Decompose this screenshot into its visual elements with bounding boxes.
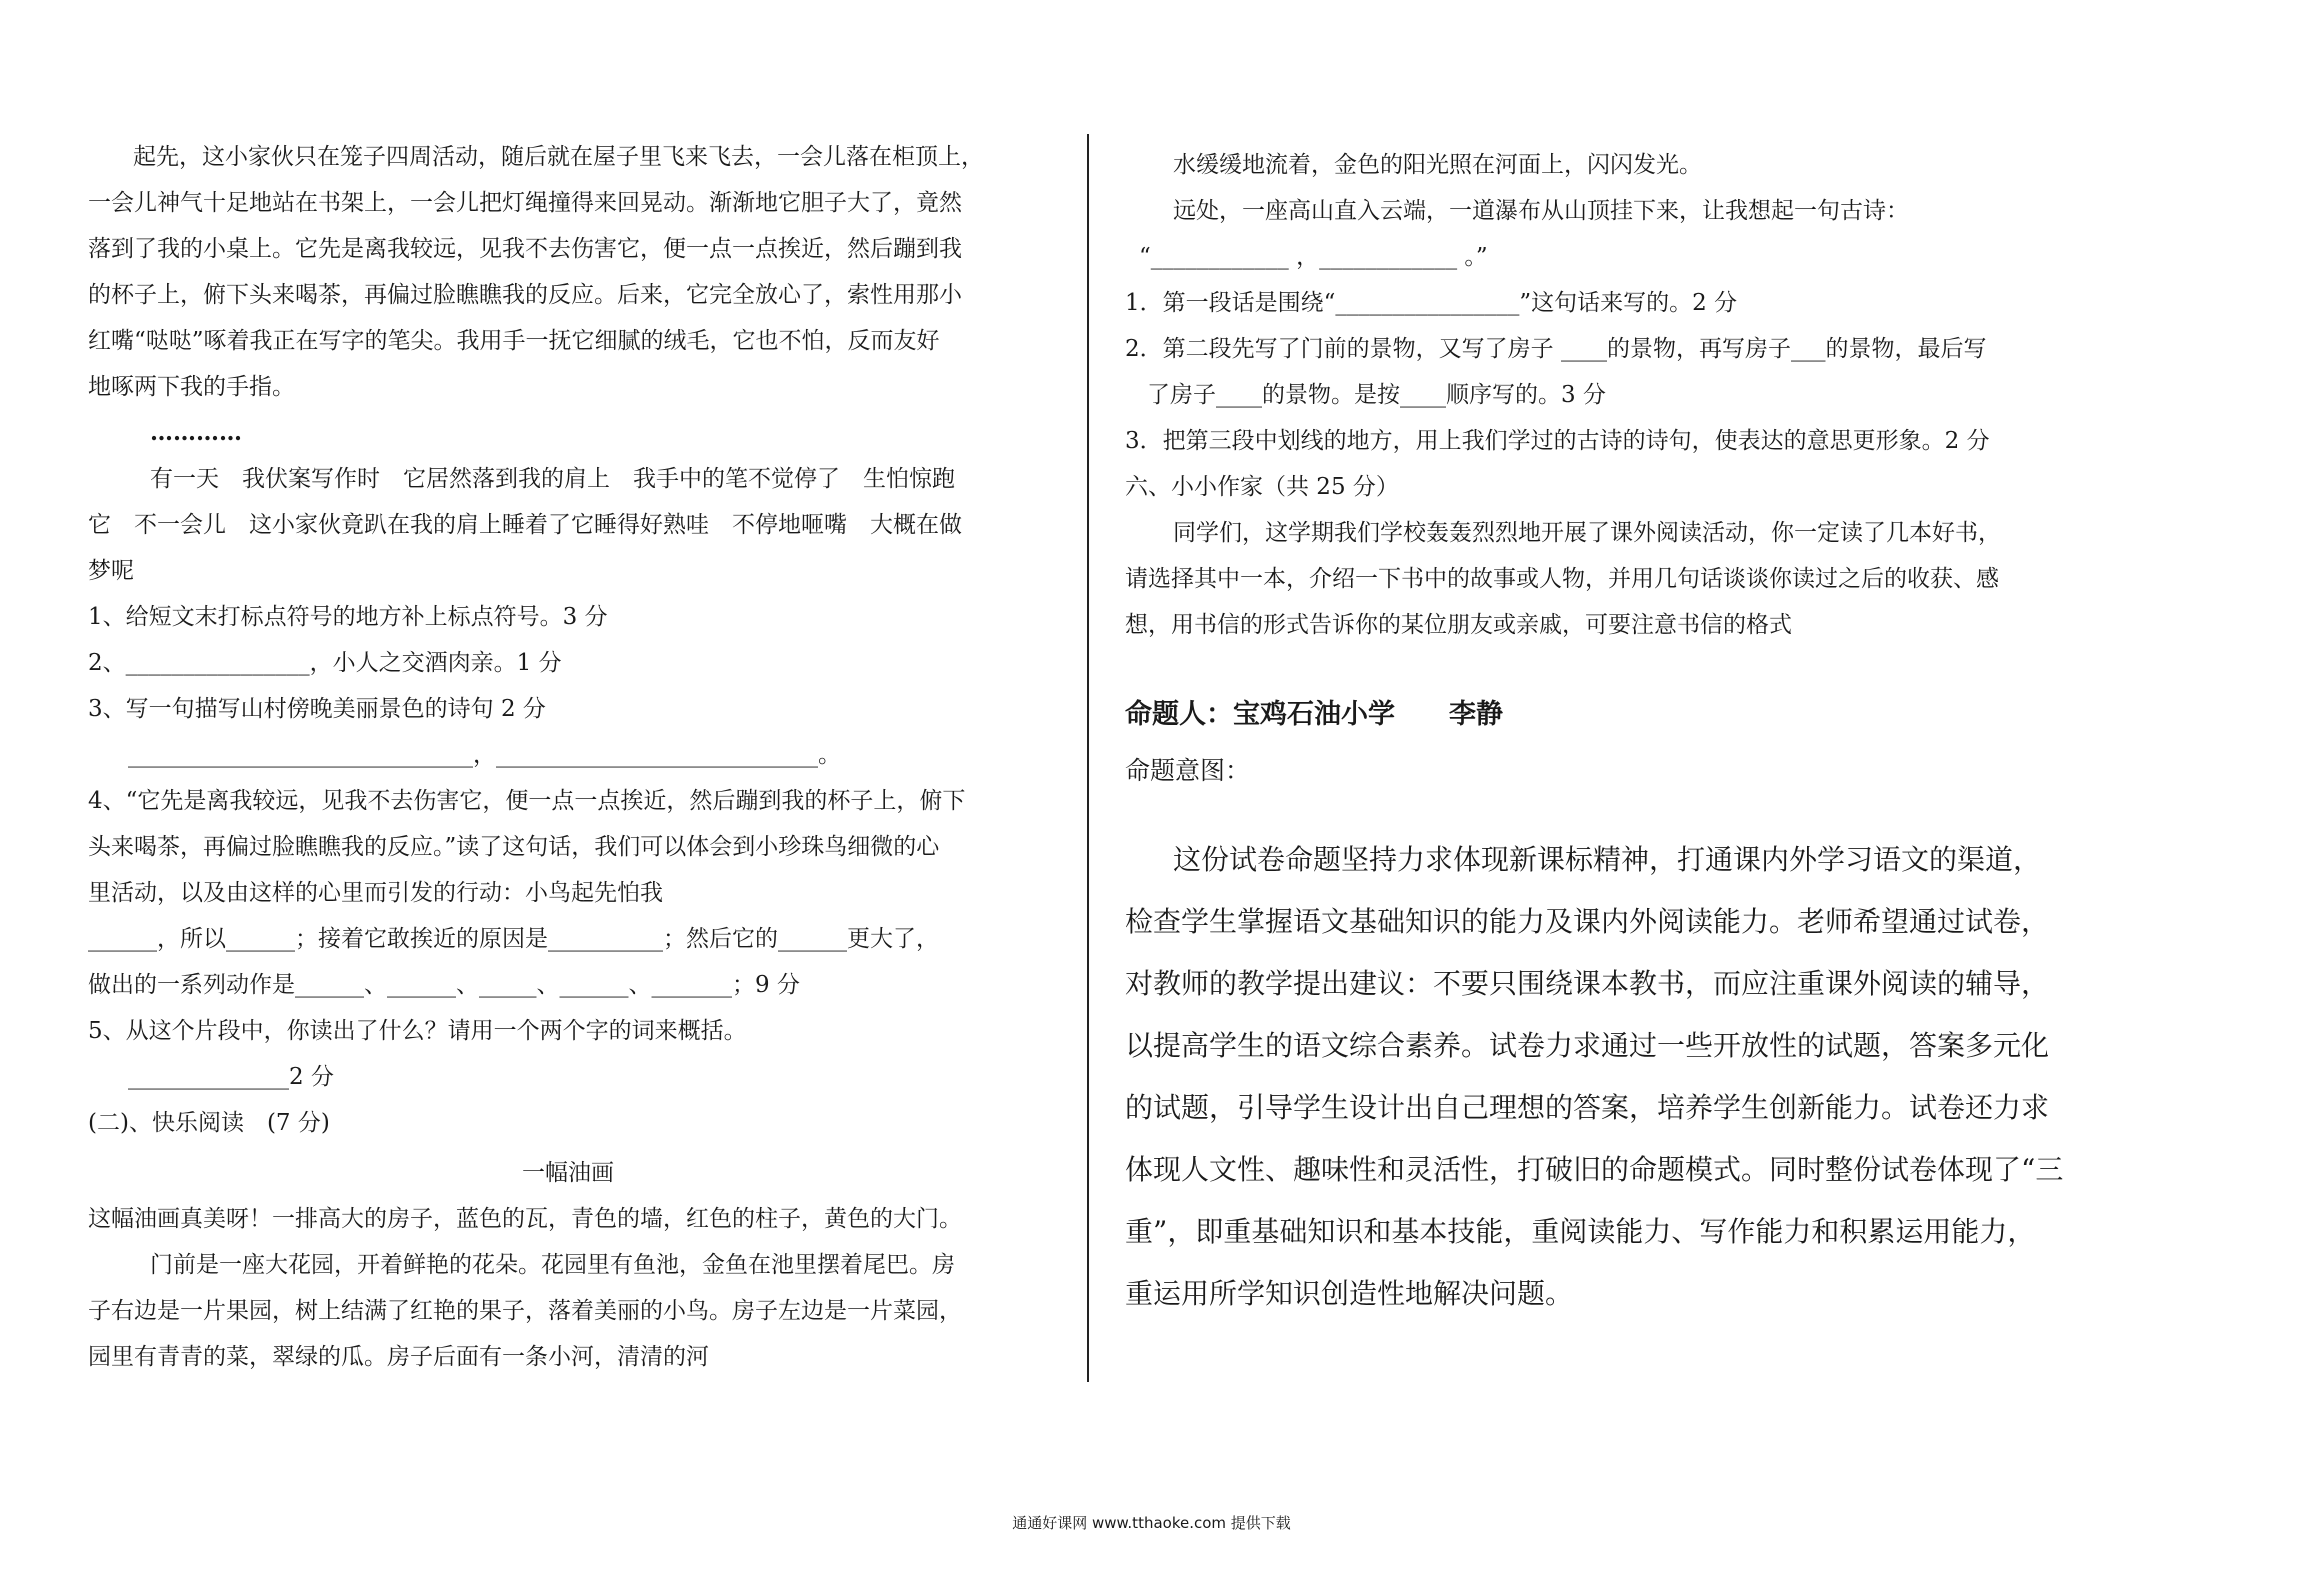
paragraph-line: 园里有青青的菜，翠绿的瓜。房子后面有一条小河，清清的河 bbox=[88, 1344, 709, 1370]
intent-line: 对教师的教学提出建议：不要只围绕课本教书，而应注重课外阅读的辅导， bbox=[1125, 967, 2050, 1000]
answer-blank: ______________2 分 bbox=[128, 1064, 334, 1090]
intent-line: 以提高学生的语文综合素养。试卷力求通过一些开放性的试题，答案多元化 bbox=[1125, 1029, 2050, 1062]
section-heading: 六、小小作家（共 25 分） bbox=[1125, 474, 1399, 500]
question-4: 4、“它先是离我较远，见我不去伤害它，便一点一点挨近，然后蹦到我的杯子上，俯下 bbox=[88, 788, 966, 814]
section-heading: (二)、快乐阅读 (7 分) bbox=[88, 1110, 330, 1136]
paragraph-line: 子右边是一片果园，树上结满了红艳的果子，落着美丽的小鸟。房子左边是一片菜园， bbox=[88, 1298, 962, 1324]
paragraph-line: 红嘴“哒哒”啄着我正在写字的笔尖。我用手一抚它细腻的绒毛，它也不怕，反而友好 bbox=[88, 328, 940, 354]
intent-line: 体现人文性、趣味性和灵活性，打破旧的命题模式。同时整份试卷体现了“三 bbox=[1125, 1153, 2064, 1186]
paragraph-line: 有一天 我伏案写作时 它居然落到我的肩上 我手中的笔不觉停了 生怕惊跑 bbox=[150, 466, 955, 492]
question-5: 5、从这个片段中，你读出了什么？请用一个两个字的词来概括。 bbox=[88, 1018, 747, 1044]
answer-blank: “____________ ，____________ 。” bbox=[1139, 244, 1488, 270]
paragraph-line: 远处，一座高山直入云端，一道瀑布从山顶挂下来，让我想起一句古诗： bbox=[1173, 198, 1909, 224]
question-4-line: 做出的一系列动作是______、______、_____、______、_______；9 分 bbox=[88, 972, 800, 998]
question-4-line: ______，所以______；接着它敢挨近的原因是__________；然后它的______更大了， bbox=[88, 926, 939, 952]
paragraph-line: 梦呢 bbox=[88, 558, 134, 584]
question-3: 3、写一句描写山村傍晚美丽景色的诗句 2 分 bbox=[88, 696, 546, 722]
paragraph-line: 地啄两下我的手指。 bbox=[88, 374, 295, 400]
reading-title: 一幅油画 bbox=[522, 1160, 614, 1186]
intent-line: 重运用所学知识创造性地解决问题。 bbox=[1125, 1277, 1574, 1310]
paragraph-line: 起先，这小家伙只在笼子四周活动，随后就在屋子里飞来飞去，一会儿落在柜顶上， bbox=[133, 144, 984, 170]
intent-label: 命题意图： bbox=[1125, 756, 1251, 785]
paragraph-line: 想，用书信的形式告诉你的某位朋友或亲戚，可要注意书信的格式 bbox=[1125, 612, 1792, 638]
question-2-line: 了房子____的景物。是按____顺序写的。3 分 bbox=[1147, 382, 1606, 408]
paragraph-line: 的杯子上，俯下头来喝茶，再偏过脸瞧瞧我的反应。后来，它完全放心了，索性用那小 bbox=[88, 282, 962, 308]
column-divider bbox=[1087, 134, 1089, 1382]
question-3: 3．把第三段中划线的地方，用上我们学过的古诗的诗句，使表达的意思更形象。2 分 bbox=[1125, 428, 1990, 454]
question-2: 2、________________，小人之交酒肉亲。1 分 bbox=[88, 650, 562, 676]
ellipsis: ………… bbox=[150, 419, 242, 446]
intent-line: 检查学生掌握语文基础知识的能力及课内外阅读能力。老师希望通过试卷， bbox=[1125, 905, 2050, 938]
paragraph-line: 落到了我的小桌上。它先是离我较远，见我不去伤害它，便一点一点挨近，然后蹦到我 bbox=[88, 236, 962, 262]
paragraph-line: 它 不一会儿 这小家伙竟趴在我的肩上睡着了它睡得好熟哇 不停地咂嘴 大概在做 bbox=[88, 512, 962, 538]
author-line: 命题人：宝鸡石油小学 李静 bbox=[1125, 699, 1503, 730]
question-4-line: 里活动，以及由这样的心里而引发的行动：小鸟起先怕我 bbox=[88, 880, 663, 906]
intent-line: 的试题，引导学生设计出自己理想的答案，培养学生创新能力。试卷还力求 bbox=[1125, 1091, 2050, 1124]
paragraph-line: 这幅油画真美呀！一排高大的房子，蓝色的瓦，青色的墙，红色的柱子，黄色的大门。 bbox=[88, 1206, 962, 1232]
question-4-line: 头来喝茶，再偏过脸瞧瞧我的反应。”读了这句话，我们可以体会到小珍珠鸟细微的心 bbox=[88, 834, 940, 860]
answer-blank: ______________________________，____________________________。 bbox=[128, 742, 841, 768]
paragraph-line: 一会儿神气十足地站在书架上，一会儿把灯绳撞得来回晃动。渐渐地它胆子大了，竟然 bbox=[88, 190, 962, 216]
question-2: 2．第二段先写了门前的景物，又写了房子 ____的景物，再写房子___的景物，最后写 bbox=[1125, 336, 1987, 362]
paragraph-line: 门前是一座大花园，开着鲜艳的花朵。花园里有鱼池，金鱼在池里摆着尾巴。房 bbox=[150, 1252, 955, 1278]
paragraph-line: 同学们，这学期我们学校轰轰烈烈地开展了课外阅读活动，你一定读了几本好书， bbox=[1173, 520, 2001, 546]
intent-line: 这份试卷命题坚持力求体现新课标精神，打通课内外学习语文的渠道， bbox=[1173, 843, 2042, 876]
intent-line: 重”，即重基础知识和基本技能，重阅读能力、写作能力和积累运用能力， bbox=[1125, 1215, 2036, 1248]
footer-credit: 通通好课网 www.tthaoke.com 提供下载 bbox=[1012, 1514, 1291, 1532]
paragraph-line: 水缓缓地流着，金色的阳光照在河面上，闪闪发光。 bbox=[1173, 152, 1702, 178]
question-1: 1、给短文末打标点符号的地方补上标点符号。3 分 bbox=[88, 604, 608, 630]
question-1: 1．第一段话是围绕“________________”这句话来写的。2 分 bbox=[1125, 290, 1738, 316]
paragraph-line: 请选择其中一本，介绍一下书中的故事或人物，并用几句话谈谈你读过之后的收获、感 bbox=[1125, 566, 1999, 592]
